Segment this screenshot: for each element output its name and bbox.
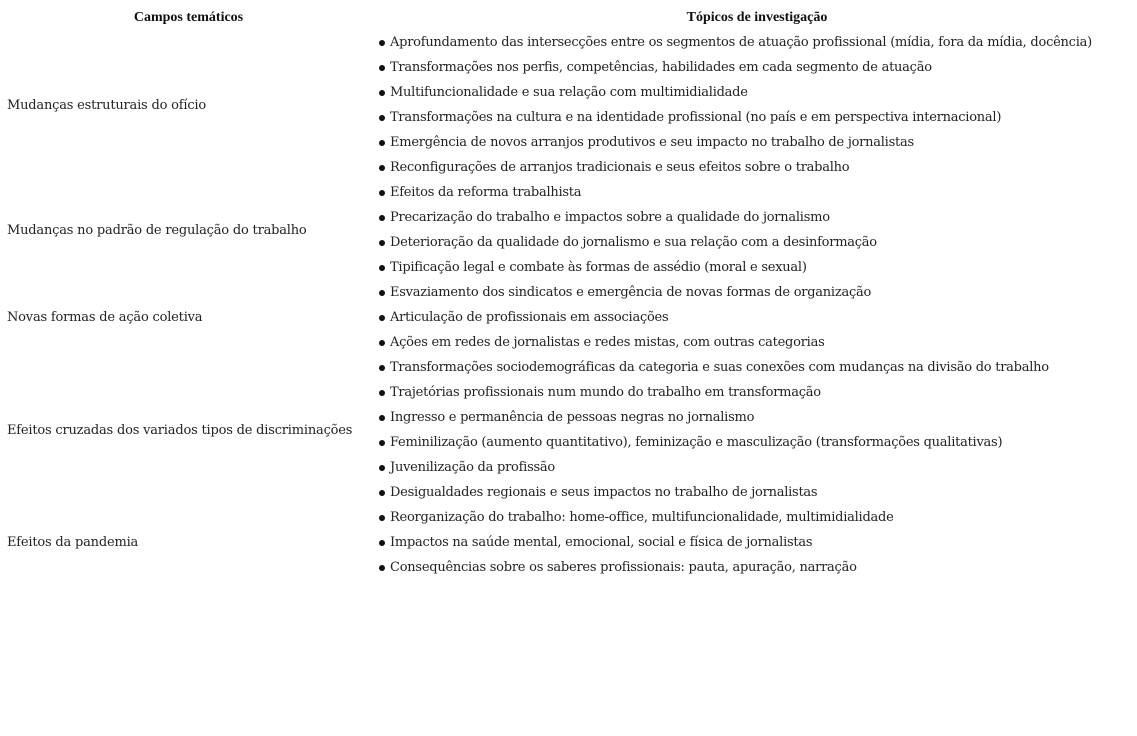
topic-text: Precarização do trabalho e impactos sobre a qualidade do jornalismo	[390, 210, 830, 225]
topic-text: Reorganização do trabalho: home-office, multifuncionalidade, multimidialidade	[390, 510, 894, 525]
bullet-icon	[379, 365, 385, 371]
topic-list-item	[377, 355, 1137, 380]
header-research-topics: Tópicos de investigação	[686, 9, 828, 25]
bullet-icon	[379, 140, 385, 146]
topic-list-item	[377, 505, 1137, 530]
thematic-field-cell: Efeitos da pandemia	[7, 535, 139, 550]
topic-list-item	[377, 30, 1137, 55]
topic-list-item	[377, 180, 1137, 205]
topics-list	[377, 505, 1137, 580]
research-topics-cell	[377, 280, 1137, 355]
topic-text: Juvenilização da profissão	[390, 460, 556, 475]
bullet-icon	[379, 540, 385, 546]
bullet-icon	[379, 115, 385, 121]
topic-text: Articulação de profissionais em associações	[390, 310, 669, 325]
topic-text: Impactos na saúde mental, emocional, social e física de jornalistas	[390, 535, 813, 550]
research-topics-cell	[377, 355, 1137, 505]
topic-text: Deterioração da qualidade do jornalismo e sua relação com a desinformação	[390, 235, 877, 250]
topic-text: Transformações na cultura e na identidade profissional (no país e em perspectiva internacional)	[390, 110, 1002, 125]
topic-text: Ações em redes de jornalistas e redes mistas, com outras categorias	[390, 335, 825, 350]
topic-text: Tipificação legal e combate às formas de assédio (moral e sexual)	[390, 260, 807, 275]
topic-list-item	[377, 280, 1137, 305]
bullet-icon	[379, 315, 385, 321]
topic-list-item	[377, 105, 1137, 130]
topic-text: Feminilização (aumento quantitativo), feminização e masculização (transformações qualitativas)	[390, 435, 1003, 450]
thematic-field-cell: Efeitos cruzadas dos variados tipos de discriminações	[7, 422, 353, 438]
bullet-icon	[379, 40, 385, 46]
research-topics-cell	[377, 180, 1137, 280]
bullet-icon	[379, 290, 385, 296]
topic-text: Emergência de novos arranjos produtivos e seu impacto no trabalho de jornalistas	[390, 135, 914, 150]
bullet-icon	[379, 390, 385, 396]
table-row	[0, 280, 1137, 355]
topic-list-item	[377, 130, 1137, 155]
table-header-row	[0, 5, 1137, 30]
thematic-field-cell: Mudanças no padrão de regulação do trabalho	[7, 222, 307, 238]
thematic-field-cell: Novas formas de ação coletiva	[7, 310, 203, 325]
table-row	[0, 30, 1137, 180]
topic-text: Efeitos da reforma trabalhista	[390, 185, 582, 200]
topics-list	[377, 180, 1137, 280]
topics-list	[377, 355, 1137, 505]
topic-list-item	[377, 305, 1137, 330]
bullet-icon	[379, 90, 385, 96]
topic-text: Transformações sociodemográficas da categoria e suas conexões com mudanças na divisão do trabalho	[390, 360, 1049, 375]
topics-list	[377, 30, 1137, 180]
topics-list	[377, 280, 1137, 355]
topic-text: Multifuncionalidade e sua relação com multimidialidade	[390, 85, 748, 100]
bullet-icon	[379, 440, 385, 446]
topic-text: Desigualdades regionais e seus impactos no trabalho de jornalistas	[390, 485, 818, 500]
table-row	[0, 505, 1137, 580]
topic-list-item	[377, 230, 1137, 255]
topic-list-item	[377, 430, 1137, 455]
bullet-icon	[379, 265, 385, 271]
bullet-icon	[379, 240, 385, 246]
research-topics-cell	[377, 30, 1137, 180]
bullet-icon	[379, 465, 385, 471]
table-body	[0, 30, 1137, 580]
topic-list-item	[377, 55, 1137, 80]
topic-list-item	[377, 205, 1137, 230]
bullet-icon	[379, 415, 385, 421]
topic-text: Consequências sobre os saberes profissionais: pauta, apuração, narração	[390, 560, 857, 575]
topic-list-item	[377, 455, 1137, 480]
header-thematic-fields: Campos temáticos	[133, 9, 244, 25]
topic-text: Reconfigurações de arranjos tradicionais e seus efeitos sobre o trabalho	[390, 160, 850, 175]
bullet-icon	[379, 340, 385, 346]
bullet-icon	[379, 215, 385, 221]
topic-list-item	[377, 405, 1137, 430]
topic-text: Transformações nos perfis, competências, habilidades em cada segmento de atuação	[390, 60, 932, 75]
bullet-icon	[379, 490, 385, 496]
bullet-icon	[379, 565, 385, 571]
bullet-icon	[379, 515, 385, 521]
bullet-icon	[379, 165, 385, 171]
topic-text: Ingresso e permanência de pessoas negras no jornalismo	[390, 410, 755, 425]
topic-text: Trajetórias profissionais num mundo do trabalho em transformação	[390, 385, 821, 400]
research-topics-cell	[377, 505, 1137, 580]
topic-list-item	[377, 80, 1137, 105]
table-row	[0, 180, 1137, 280]
topic-list-item	[377, 480, 1137, 505]
table-row	[0, 355, 1137, 505]
thematic-field-cell: Mudanças estruturais do ofício	[7, 97, 207, 113]
bullet-icon	[379, 190, 385, 196]
topic-list-item	[377, 380, 1137, 405]
topic-list-item	[377, 255, 1137, 280]
topic-list-item	[377, 555, 1137, 580]
topic-text: Aprofundamento das intersecções entre os segmentos de atuação profissional (mídia, fora da mídia, docência)	[390, 35, 1092, 50]
topic-list-item	[377, 155, 1137, 180]
bullet-icon	[379, 65, 385, 71]
themes-table	[0, 5, 1137, 580]
topic-list-item	[377, 330, 1137, 355]
topic-list-item	[377, 530, 1137, 555]
topic-text: Esvaziamento dos sindicatos e emergência de novas formas de organização	[390, 285, 872, 300]
